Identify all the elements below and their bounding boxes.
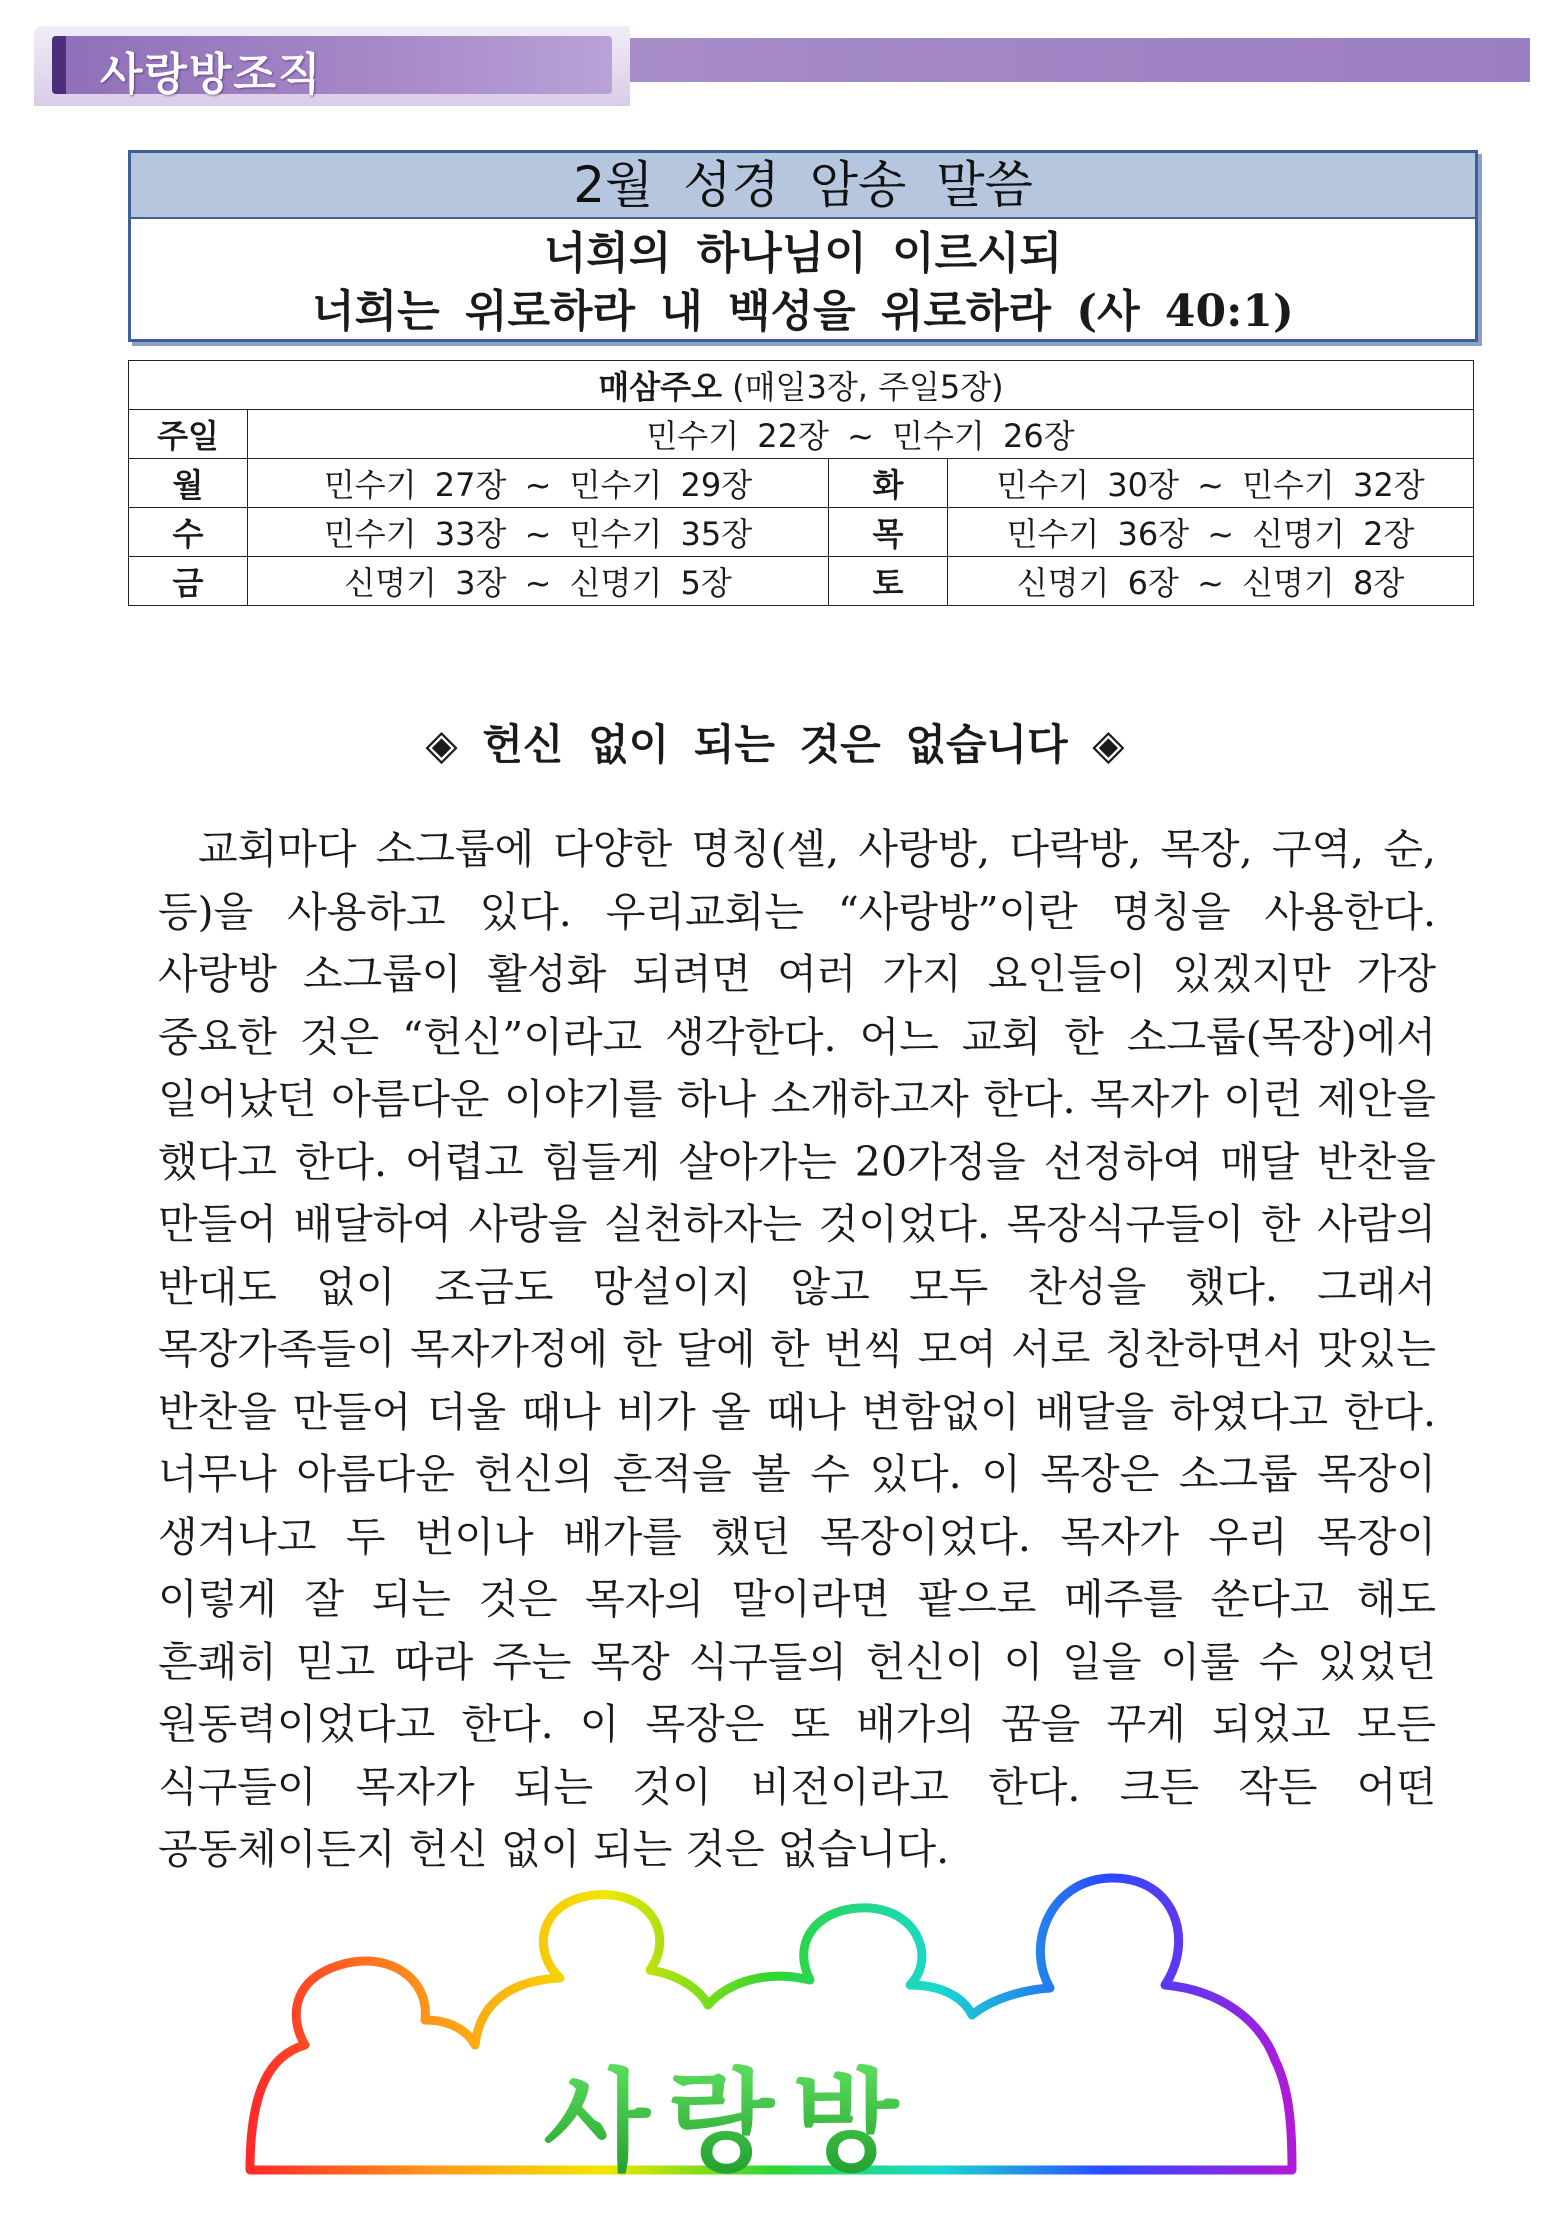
reading-title-rest: (매일3장, 주일5장) (721, 368, 1004, 406)
sarangbang-logo (230, 1870, 1350, 2190)
article-title: ◈ 헌신 없이 되는 것은 없습니다 ◈ (425, 720, 1125, 769)
day-label: 토 (829, 557, 948, 606)
reading-range: 민수기 27장 ~ 민수기 29장 (248, 459, 829, 508)
article-body: 교회마다 소그룹에 다양한 명칭(셀, 사랑방, 다락방, 목장, 구역, 순, 등)을 사용하고 있다. 우리교회는 “사랑방”이란 명칭을 사용한다. 사랑방 소그룹이 활성화 되려면 여러 가지 요인들이 있겠지만 가장 중요한 것은 “헌신”이라고 생각한다. 어느 교회 한 소그룹(목장)에서 일어났던 아름다운 이야기를 하나 소개하고자 한다. 목자가 이런 제안을 했다고 한다. 어렵고 힘들게 살아가는 20가정을 선정하여 매달 반찬을 만들어 배달하여 사랑을 실천하자는 것이었다. 목장식구들이 한 사람의 반대도 없이 조금도 망설이지 않고 모두 찬성을 했다. 그래서 목장가족들이 목자가정에 한 달에 한 번씩 모여 서로 칭찬하면서 맛있는 반찬을 만들어 더울 때나 비가 올 때나 변함없이 배달을 하였다고 한다. 너무나 아름다운 헌신의 흔적을 볼 수 있다. 이 목장은 소그룹 목장이 생겨나고 두 번이나 배가를 했던 목장이었다. 목자가 우리 목장이 이렇게 잘 되는 것은 목자의 말이라면 팥으로 메주를 쑨다고 해도 흔쾌히 믿고 따라 주는 목장 식구들의 헌신이 이 일을 이룰 수 있었던 원동력이었다고 한다. 이 목장은 또 배가의 꿈을 꾸게 되었고 모든 식구들이 목자가 되는 것이 비전이라고 한다. 크든 작든 어떤 공동체이든지 헌신 없이 되는 것은 없습니다. (158, 825, 1436, 1873)
table-row (129, 459, 1474, 508)
reading-range: 신명기 3장 ~ 신명기 5장 (248, 557, 829, 606)
reading-title-bold: 매삼주오 (598, 368, 722, 406)
reading-range: 민수기 33장 ~ 민수기 35장 (248, 508, 829, 557)
banner-accent (52, 36, 66, 94)
reading-range: 민수기 36장 ~ 신명기 2장 (948, 508, 1474, 557)
table-row (129, 361, 1474, 410)
reading-range: 민수기 22장 ~ 민수기 26장 (248, 410, 1474, 459)
day-label: 화 (829, 459, 948, 508)
banner-tab (34, 26, 630, 106)
day-label: 주일 (129, 410, 248, 459)
day-label: 목 (829, 508, 948, 557)
memory-verse-box (128, 150, 1478, 342)
reading-schedule-table (128, 360, 1474, 606)
reading-title (129, 361, 1474, 410)
verse-line-1: 너희의 하나님이 이르시되 (543, 228, 1063, 279)
table-row (129, 508, 1474, 557)
table-row (129, 557, 1474, 606)
section-title: 사랑방조직 (100, 49, 323, 100)
day-label: 금 (129, 557, 248, 606)
day-label: 수 (129, 508, 248, 557)
reading-range: 민수기 30장 ~ 민수기 32장 (948, 459, 1474, 508)
logo-text: 사랑방 (543, 2058, 917, 2186)
verse-line-2: 너희는 위로하라 내 백성을 위로하라 (사 40:1) (312, 286, 1294, 337)
reading-range: 신명기 6장 ~ 신명기 8장 (948, 557, 1474, 606)
day-label: 월 (129, 459, 248, 508)
table-row (129, 410, 1474, 459)
section-banner (34, 26, 1530, 106)
verse-heading: 2월 성경 암송 말씀 (131, 153, 1475, 219)
